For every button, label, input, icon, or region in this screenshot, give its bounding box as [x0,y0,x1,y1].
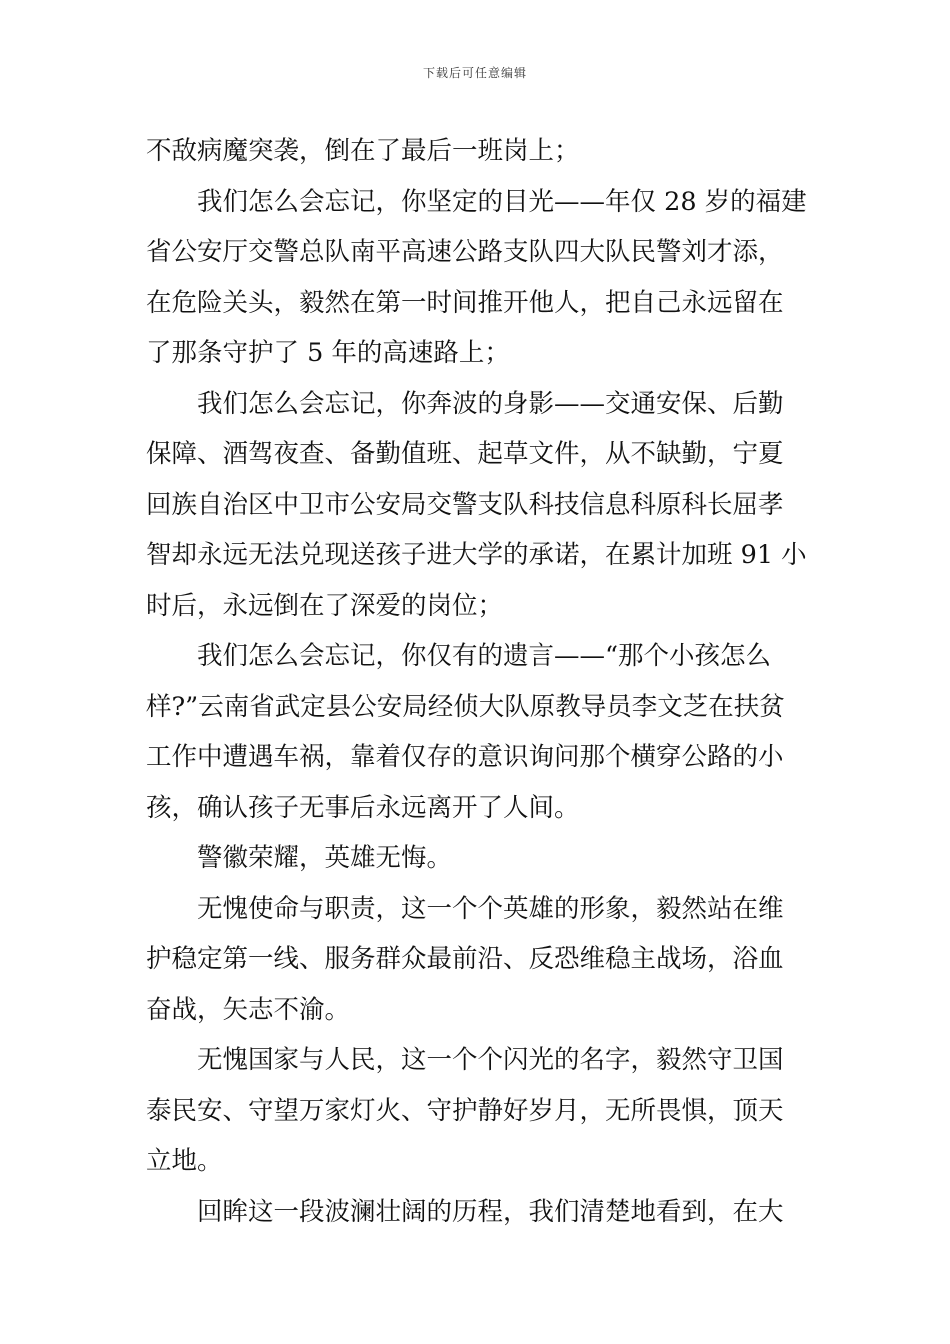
text-line: 了那条守护了 5 年的高速路上； [146,338,510,368]
text-line: 省公安厅交警总队南平高速公路支队四大队民警刘才添， [146,237,784,267]
text-line: 立地。 [146,1146,223,1176]
text-line: 孩，确认孩子无事后永远离开了人间。 [146,792,580,823]
text-line: 无愧国家与人民，这一个个闪光的名字，毅然守卫国 [197,1045,784,1075]
text-line: 泰民安、守望万家灯火、守护静好岁月，无所畏惧，顶天 [146,1095,784,1126]
text-line: 护稳定第一线、服务群众最前沿、反恐维稳主战场，浴血 [146,944,784,974]
text-line: 回眸这一段波澜壮阔的历程，我们清楚地看到，在大 [197,1196,784,1227]
text-line: 我们怎么会忘记，你仅有的遗言——“那个小孩怎么 [197,641,772,671]
text-line: 不敌病魔突袭，倒在了最后一班岗上； [146,136,580,166]
text-line: 我们怎么会忘记，你奔波的身影——交通安保、后勤 [197,388,784,419]
text-line: 样?”云南省武定县公安局经侦大队原教导员李文芝在扶贫 [146,691,785,722]
text-line: 警徽荣耀，英雄无悔。 [197,843,453,873]
page-header: 下载后可任意编辑 [422,66,527,80]
text-line: 智却永远无法兑现送孩子进大学的承诺，在累计加班 91 小 [146,540,807,570]
text-line: 保障、酒驾夜查、备勤值班、起草文件，从不缺勤，宁夏 [146,439,784,469]
text-line: 工作中遭遇车祸，靠着仅存的意识询问那个横穿公路的小 [146,742,784,772]
text-line: 在危险关头，毅然在第一时间推开他人，把自己永远留在 [146,287,784,318]
text-line: 回族自治区中卫市公安局交警支队科技信息科原科长屈孝 [146,489,784,520]
text-line: 奋战，矢志不渝。 [146,994,351,1025]
document-body [146,126,808,1237]
text-line: 时后，永远倒在了深爱的岗位； [146,590,504,621]
text-line: 无愧使命与职责，这一个个英雄的形象，毅然站在维 [197,893,784,924]
text-line: 我们怎么会忘记，你坚定的目光——年仅 28 岁的福建 [197,186,807,217]
